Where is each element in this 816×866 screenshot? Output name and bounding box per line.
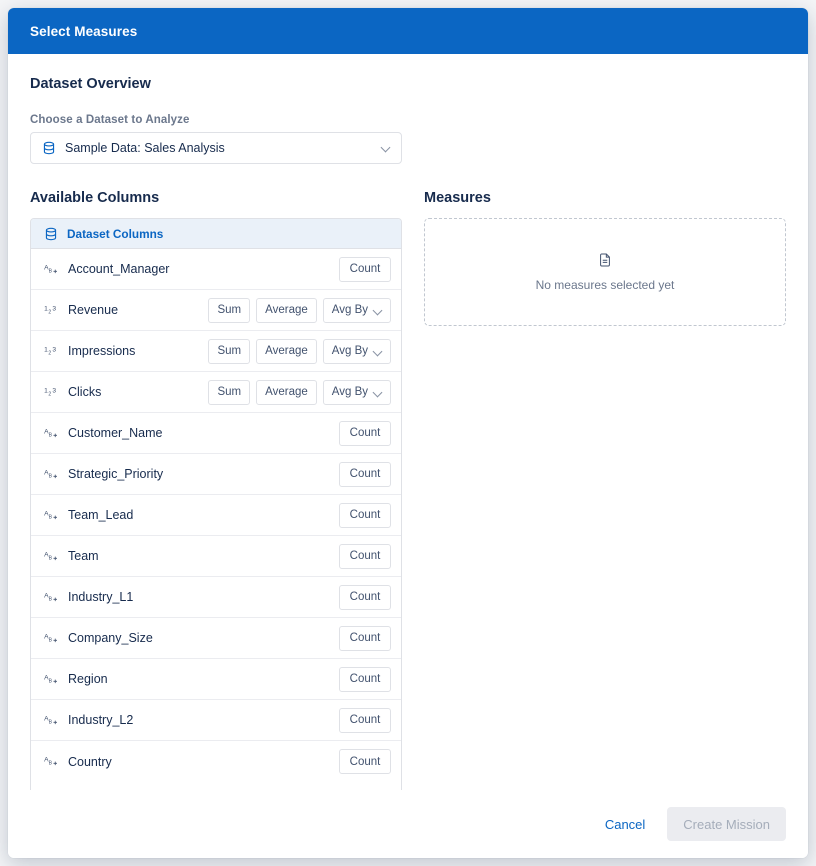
svg-text:1: 1 — [43, 387, 48, 394]
agg-button-label: Count — [349, 755, 381, 768]
svg-text:B: B — [48, 636, 52, 643]
agg-button-label: Count — [349, 427, 381, 439]
column-actions — [339, 749, 391, 774]
text-column-icon — [43, 630, 59, 646]
svg-text:1: 1 — [43, 346, 48, 353]
chevron-down-icon — [373, 306, 382, 315]
dataset-field-label: Choose a Dataset to Analyze — [30, 114, 190, 126]
column-actions — [339, 421, 391, 446]
available-columns-heading: Available Columns — [30, 190, 160, 206]
agg-button-sum[interactable] — [208, 380, 250, 405]
agg-button-label: Count — [349, 550, 381, 562]
agg-button-count[interactable] — [339, 503, 391, 528]
database-icon — [41, 140, 57, 156]
table-row[interactable] — [31, 741, 401, 782]
svg-text:2: 2 — [47, 391, 51, 397]
column-name: Industry_L1 — [68, 590, 134, 604]
dialog-title: Select Measures — [30, 23, 138, 39]
agg-button-label: Count — [349, 591, 381, 603]
svg-text:B: B — [48, 760, 52, 767]
dialog-body — [8, 54, 808, 790]
measures-pane — [424, 190, 786, 790]
column-actions — [208, 380, 391, 405]
column-actions — [339, 257, 391, 282]
agg-button-avg-by[interactable] — [323, 298, 391, 323]
text-column-icon — [43, 507, 59, 523]
text-column-icon — [43, 261, 59, 277]
agg-button-label: Sum — [217, 304, 242, 316]
text-column-icon — [43, 589, 59, 605]
svg-text:B: B — [48, 431, 52, 438]
svg-text:A: A — [43, 510, 49, 517]
svg-text:A: A — [43, 633, 49, 640]
chevron-down-icon — [373, 388, 382, 397]
agg-button-label: Count — [349, 468, 381, 480]
column-actions — [339, 462, 391, 487]
measures-heading: Measures — [424, 190, 491, 206]
table-row[interactable] — [31, 290, 401, 331]
column-name: Country — [68, 754, 112, 769]
agg-button-label: Sum — [217, 345, 242, 357]
dataset-columns-rows — [31, 249, 401, 782]
number-column-icon — [43, 302, 59, 318]
svg-text:B: B — [48, 595, 52, 602]
column-name: Industry_L2 — [68, 713, 134, 727]
column-name: Team — [68, 549, 99, 563]
agg-button-count[interactable] — [339, 544, 391, 569]
dataset-select[interactable] — [30, 132, 402, 164]
table-row[interactable] — [31, 413, 401, 454]
dataset-overview-heading: Dataset Overview — [30, 76, 151, 92]
agg-button-sum[interactable] — [208, 339, 250, 364]
number-column-icon — [43, 343, 59, 359]
dialog-footer — [8, 790, 808, 858]
agg-button-avg-by[interactable] — [323, 339, 391, 364]
svg-text:1: 1 — [43, 305, 48, 312]
column-name: Customer_Name — [68, 426, 163, 440]
text-column-icon — [43, 754, 59, 770]
text-column-icon — [43, 466, 59, 482]
table-row[interactable] — [31, 700, 401, 741]
text-column-icon — [43, 548, 59, 564]
column-actions — [339, 626, 391, 651]
table-row[interactable] — [31, 495, 401, 536]
svg-text:B: B — [48, 513, 52, 520]
agg-button-label: Count — [349, 263, 381, 275]
agg-button-label: Count — [349, 632, 381, 644]
svg-text:3: 3 — [51, 387, 56, 394]
text-column-icon — [43, 425, 59, 441]
agg-button-count[interactable] — [339, 749, 391, 774]
dataset-columns-list-header-label: Dataset Columns — [67, 226, 164, 241]
database-icon — [43, 226, 59, 242]
svg-text:A: A — [43, 592, 49, 599]
column-actions — [208, 339, 391, 364]
panes — [30, 190, 786, 790]
table-row[interactable] — [31, 577, 401, 618]
dataset-columns-list-header — [31, 219, 401, 249]
svg-text:A: A — [43, 756, 49, 764]
svg-text:A: A — [43, 715, 49, 722]
chevron-down-icon — [381, 143, 391, 153]
svg-text:B: B — [48, 554, 52, 561]
column-actions — [339, 503, 391, 528]
dialog-titlebar — [8, 8, 808, 54]
agg-button-label: Average — [265, 345, 308, 357]
number-column-icon — [43, 384, 59, 400]
agg-button-sum[interactable] — [208, 298, 250, 323]
create-mission-button[interactable]: Create Mission — [667, 807, 786, 841]
table-row[interactable] — [31, 454, 401, 495]
agg-button-label: Avg By — [331, 386, 368, 398]
dataset-select-value: Sample Data: Sales Analysis — [65, 141, 225, 155]
agg-button-average[interactable] — [256, 339, 317, 364]
agg-button-label: Average — [265, 386, 308, 398]
agg-button-label: Count — [349, 509, 381, 521]
column-actions — [339, 544, 391, 569]
measures-empty-text: No measures selected yet — [535, 278, 675, 292]
dataset-columns-list[interactable] — [30, 218, 402, 790]
column-actions — [208, 298, 391, 323]
table-row[interactable] — [31, 372, 401, 413]
agg-button-label: Sum — [217, 386, 242, 398]
dataset-field — [30, 114, 786, 164]
svg-text:B: B — [48, 718, 52, 725]
svg-text:B: B — [48, 267, 52, 274]
svg-text:3: 3 — [51, 305, 56, 312]
column-name: Region — [68, 672, 108, 686]
agg-button-count[interactable] — [339, 667, 391, 692]
agg-button-average[interactable] — [256, 298, 317, 323]
table-row[interactable] — [31, 331, 401, 372]
svg-text:A: A — [43, 551, 49, 558]
column-actions — [339, 585, 391, 610]
text-column-icon — [43, 671, 59, 687]
svg-text:B: B — [48, 472, 52, 479]
agg-button-count[interactable] — [339, 626, 391, 651]
svg-text:B: B — [48, 677, 52, 684]
agg-button-avg-by[interactable] — [323, 380, 391, 405]
agg-button-label: Average — [265, 304, 308, 316]
column-name: Clicks — [68, 385, 102, 399]
table-row[interactable] — [31, 618, 401, 659]
agg-button-count[interactable] — [339, 585, 391, 610]
cancel-button[interactable]: Cancel — [597, 811, 653, 838]
agg-button-label: Count — [349, 673, 381, 685]
agg-button-label: Avg By — [331, 345, 368, 357]
measures-empty-dropzone[interactable] — [424, 218, 786, 326]
svg-text:2: 2 — [47, 309, 51, 315]
column-name: Impressions — [68, 344, 136, 358]
table-row[interactable] — [31, 659, 401, 700]
agg-button-count[interactable] — [339, 708, 391, 733]
svg-text:A: A — [43, 264, 49, 271]
available-columns-pane — [30, 190, 402, 790]
column-name: Revenue — [68, 303, 119, 317]
agg-button-count[interactable] — [339, 421, 391, 446]
table-row[interactable] — [31, 536, 401, 577]
agg-button-label: Count — [349, 714, 381, 726]
svg-text:2: 2 — [47, 350, 51, 356]
column-name: Team_Lead — [68, 508, 134, 522]
select-measures-dialog — [8, 8, 808, 858]
document-icon — [597, 252, 613, 268]
column-actions — [339, 667, 391, 692]
svg-text:A: A — [43, 428, 49, 435]
chevron-down-icon — [373, 347, 382, 356]
column-name: Account_Manager — [68, 262, 170, 276]
agg-button-label: Avg By — [331, 304, 368, 316]
agg-button-average[interactable] — [256, 380, 317, 405]
text-column-icon — [43, 712, 59, 728]
svg-text:A: A — [43, 469, 49, 476]
column-name: Company_Size — [68, 631, 153, 645]
svg-text:3: 3 — [51, 346, 56, 353]
table-row[interactable] — [31, 249, 401, 290]
column-name: Strategic_Priority — [68, 467, 164, 481]
svg-text:A: A — [43, 674, 49, 681]
agg-button-count[interactable] — [339, 257, 391, 282]
agg-button-count[interactable] — [339, 462, 391, 487]
column-actions — [339, 708, 391, 733]
